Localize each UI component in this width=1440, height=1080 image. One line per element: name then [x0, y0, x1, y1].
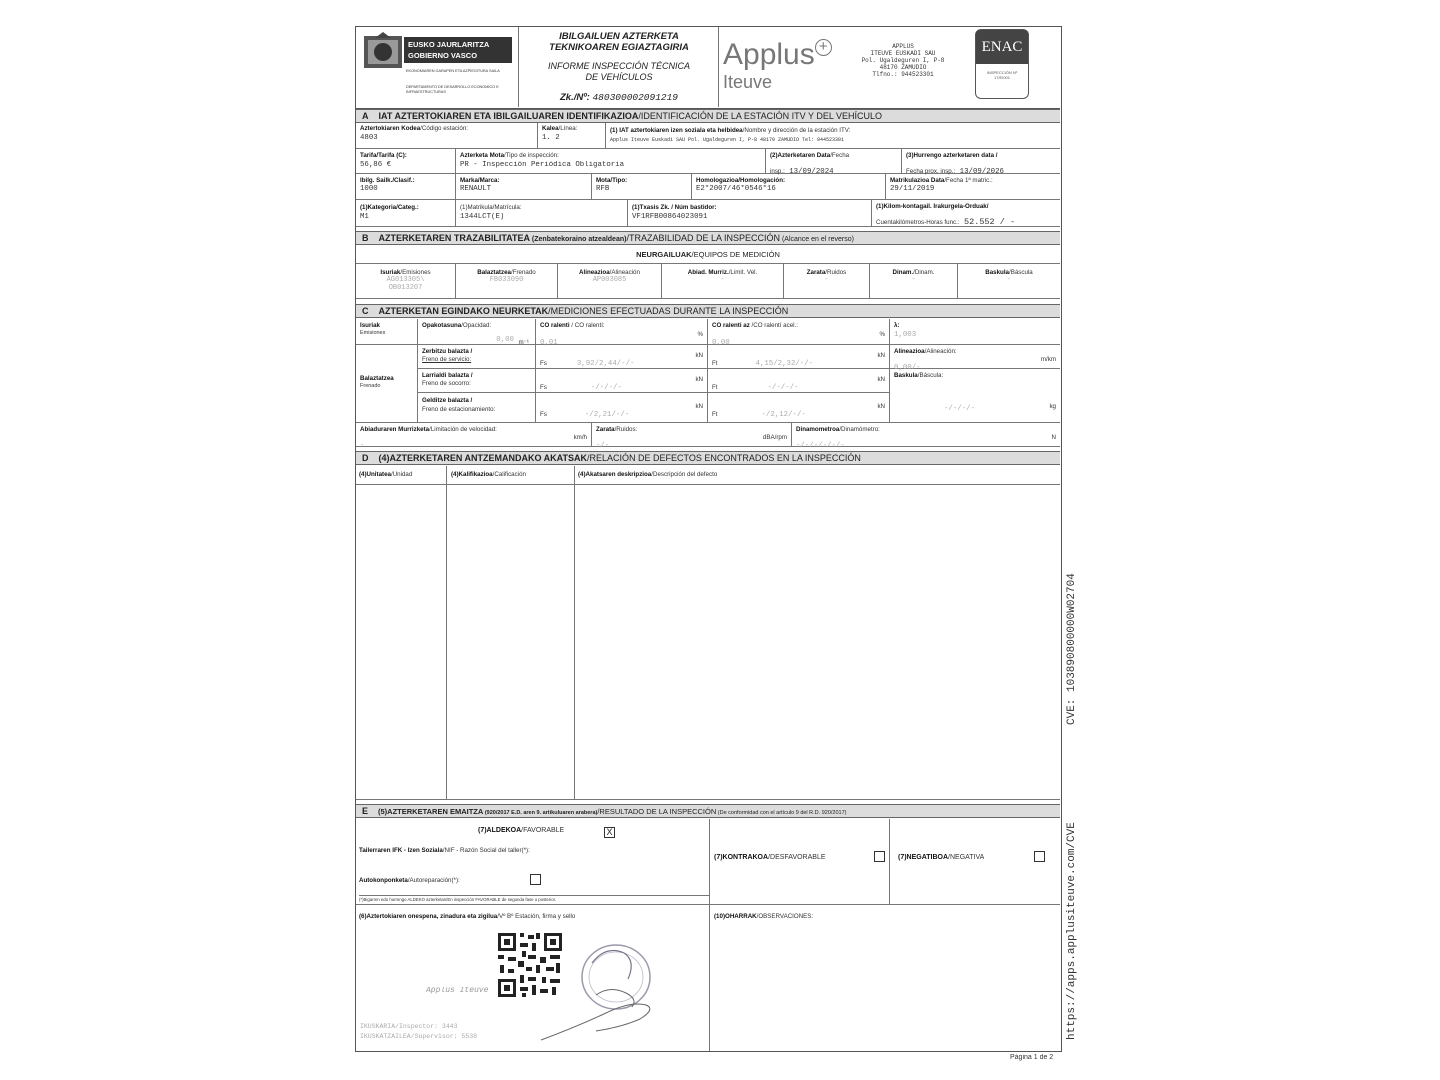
brand-logo: [723, 39, 832, 71]
header: [356, 27, 1060, 109]
label: insp.:: [770, 168, 785, 175]
favorable-option[interactable]: [478, 827, 564, 834]
plate-cell: [456, 200, 628, 227]
label: Fs: [540, 360, 547, 367]
label: (4)Kalifikazioa: [451, 471, 493, 478]
selfrepair-label: [359, 877, 460, 884]
label: Gelditze balazta /: [422, 397, 473, 404]
section-title-eu: (5)AZTERKETAREN EMAITZA: [378, 807, 484, 816]
result-unfavorable-block: [710, 819, 890, 905]
reg-date-cell: [886, 174, 1060, 200]
label: /NEGATIVA: [948, 854, 985, 861]
label: CO ralenti az: [712, 322, 750, 329]
station-code-cell: [356, 123, 538, 149]
equipment-value: -: [1006, 276, 1012, 284]
service-brake-front: [536, 345, 708, 369]
braking-label-cell: [356, 345, 418, 423]
label: Dinamometroa: [796, 426, 840, 433]
label: /CO ralentí acel.:: [749, 322, 798, 329]
cve-url[interactable]: https://apps.applusiteuve.com/CVE: [1066, 822, 1078, 1040]
label: Cuentakilómetros-Horas func.:: [876, 219, 960, 226]
section-title-es: /RELACIÓN DE DEFECTOS ENCONTRADOS EN LA INSPECCIÓN: [587, 453, 861, 463]
equipment-col-scale: [958, 264, 1060, 299]
odometer: 52.552 / -: [964, 217, 1016, 227]
gov-block: [356, 27, 519, 107]
unit: km/h: [573, 434, 587, 441]
label: Aztertokiaren Kodea: [360, 125, 421, 132]
equipment-col-noise: [784, 264, 870, 299]
gov-name-1: EUSKO JAURLARITZA: [408, 40, 490, 49]
make-cell: [456, 174, 592, 200]
equipment-value: -: [824, 276, 829, 284]
section-title-eu: AZTERKETAREN TRAZABILITATEA: [378, 233, 530, 243]
company-line: Pol. Ugaldeguren I, P-8: [861, 57, 945, 64]
label: /Limit. Vel.: [728, 269, 758, 276]
model-cell: [592, 174, 692, 200]
inspection-report: [355, 26, 1062, 1052]
unit: %: [879, 331, 885, 338]
homolog-cell: [692, 174, 886, 200]
label: Frenado: [360, 383, 381, 389]
title-eu-1: IBILGAILUEN AZTERKETA: [559, 31, 679, 42]
unit: %: [697, 331, 703, 338]
company-line: ITEUVE EUSKADI SAU: [870, 50, 936, 57]
label: Matrikulazioa Data: [890, 177, 945, 184]
label: /Emisiones: [400, 269, 431, 276]
lambda: 1,003: [894, 331, 917, 339]
category: M1: [360, 213, 369, 221]
label: /DESFAVORABLE: [768, 854, 826, 861]
station-name: Applus Iteuve Euskadi SAU Pol. Ugaldeguren I, P-8 48170 ZAMUDIO Tel: 944523301: [610, 137, 845, 143]
co-idle: 0,01: [540, 339, 558, 347]
label: Freno de estacionamiento:: [422, 406, 496, 413]
label: (1) IAT aztertokiaren izen soziala eta helbidea: [610, 127, 743, 134]
section-title-eu-small: (Zenbatekoraino atzealdean): [529, 236, 627, 243]
label: Baskula: [894, 372, 918, 379]
equipment-col-speed-limit: [662, 264, 784, 299]
next-date-cell: [902, 149, 1060, 174]
equipment-title: [356, 247, 1060, 264]
title-es-1: INFORME INSPECCIÓN TÉCNICA: [547, 61, 690, 71]
supervisor-line: IKUSKATZAILEA/Supervisor: 5538: [360, 1033, 478, 1040]
unit: kN: [877, 403, 885, 410]
label: Autokonponketa: [359, 877, 408, 884]
section-letter: C: [362, 306, 369, 316]
label: Kalea: [542, 125, 559, 132]
equipment-value: -: [911, 276, 916, 284]
label: (4)Unitatea: [359, 471, 391, 478]
class: 1000: [360, 185, 378, 193]
unfavorable-checkbox[interactable]: [874, 851, 885, 862]
company-lines: [853, 43, 953, 78]
section-c-title: [356, 304, 1060, 318]
label: (1)Matrikula/Matrícula:: [460, 204, 522, 211]
label: /Opacidad:: [461, 322, 492, 329]
label: Fecha prox. insp.:: [906, 168, 956, 175]
label: /Ruidos:: [614, 426, 638, 433]
make: RENAULT: [460, 185, 492, 193]
gov-name-2: GOBIERNO VASCO: [408, 51, 478, 60]
equipment-value: AP003085: [592, 276, 627, 284]
label: Balaztatzea: [360, 375, 394, 382]
label: Zarata: [596, 426, 615, 433]
gov-coat-of-arms-icon: [362, 32, 404, 72]
label: (6)Aztertokiaren onespena, zinadura eta zigilua: [359, 913, 498, 920]
label: (2)Azterketaren Data: [770, 152, 831, 159]
result-favorable-block: [356, 819, 710, 905]
homolog: E2*2007/46*0546*16: [696, 185, 776, 193]
section-title-eu: (4)AZTERKETAREN ANTZEMANDAKO AKATSAK: [378, 453, 587, 463]
label: Abiaduraren Murrizketa: [360, 426, 430, 433]
emergency-brake-front: [536, 369, 708, 393]
section-title-eu: IAT AZTERTOKIAREN ETA IBILGAILUAREN IDENTIFIKAZIOA: [378, 111, 639, 121]
unit: kN: [877, 352, 885, 359]
co-idle-cell: [536, 319, 708, 345]
section-letter: D: [362, 453, 369, 463]
enac-logo: [975, 29, 1029, 99]
service-front-value: 3,92/2,44/-/-: [576, 360, 635, 368]
alignment: 0,00/-: [894, 364, 921, 372]
label: (1)Kilom-kontagail. Irakurgela-Orduak/: [876, 203, 989, 210]
equipment-col-dyno: [870, 264, 958, 299]
unit: kN: [695, 403, 703, 410]
gov-dept-1: EKONOMIAREN GARAPEN ETA AZPIEGITURA SAILA: [406, 69, 500, 73]
label: (7)KONTRAKOA: [714, 854, 769, 861]
label: Dinam.: [892, 269, 914, 276]
equipment-value: AG013305\: [386, 276, 425, 284]
dyno: -/-/-/-/-/-: [796, 442, 845, 450]
lambda-cell: [890, 319, 1060, 345]
label: /Descripción del defecto: [651, 471, 718, 478]
insp-date: 13/09/2024: [789, 168, 834, 176]
result-negative-block: [890, 819, 1060, 905]
tariff-cell: [356, 149, 456, 174]
label: (7)NEGATIBOA: [898, 854, 949, 861]
section-letter: B: [362, 233, 369, 243]
title-eu-2: TEKNIKOAREN EGIAZTAGIRIA: [549, 42, 689, 53]
stamp-text: Applus Iteuve: [426, 987, 489, 995]
section-e-title: [356, 804, 1060, 818]
label: Larrialdi balazta /: [422, 372, 473, 379]
section-a-title: [356, 109, 1060, 123]
parking-front-value: -/2,21/-/-: [584, 411, 630, 419]
unit: N: [1051, 434, 1056, 441]
emergency-rear-value: -/-/-/-: [767, 384, 799, 392]
observations-label: [714, 913, 813, 920]
defects-table: [356, 466, 1060, 800]
station-name-cell: [606, 123, 1060, 149]
label: Marka/Marca:: [460, 177, 500, 184]
service-rear-value: 4,15/2,32/-/-: [755, 360, 814, 368]
doc-number-label: Zk./Nº:: [559, 92, 590, 103]
label: Tailerraren IFK - Izen Soziala: [359, 847, 443, 854]
equipment-value: -: [720, 276, 725, 284]
label: /Vº Bº Estación, firma y sello: [497, 913, 576, 920]
unit: kN: [695, 376, 703, 383]
label: Ft: [712, 360, 718, 367]
label: /Alineación:: [924, 348, 957, 355]
speed-limit: -: [360, 442, 365, 450]
section-letter: E: [362, 806, 369, 816]
label: Zarata: [806, 269, 826, 276]
label: /Fecha 1ª matric.:: [944, 177, 993, 184]
station-stamp-icon: [536, 935, 676, 1045]
label: (7)ALDEKOA: [478, 827, 522, 834]
enac-caption: INSPECCIÓN Nº 17/EI001: [986, 70, 1018, 80]
label: / CO ralentí:: [569, 322, 605, 329]
brand-block: [719, 27, 1060, 107]
class-cell: [356, 174, 456, 200]
unit: kg: [1049, 403, 1056, 410]
section-b-title: [356, 231, 1060, 245]
defects-col-unit: [359, 471, 412, 478]
label: /Unidad: [390, 471, 413, 478]
plate: 1344LCT(E): [460, 213, 505, 221]
selfrepair-checkbox[interactable]: [530, 874, 541, 885]
label: /Código estación:: [420, 125, 468, 132]
noise-cell: [592, 423, 792, 450]
company-line: Tlfno.: 944523301: [872, 71, 934, 78]
doc-number-value: 480300002091219: [592, 92, 678, 103]
unit: m/km: [1040, 356, 1056, 363]
section-title-eu: AZTERKETAN EGINDAKO NEURKETAK: [378, 306, 549, 316]
parking-rear-value: -/2,12/-/-: [761, 411, 806, 419]
label: Isuriak: [360, 322, 380, 329]
unit: kN: [695, 352, 703, 359]
label: Emisiones: [360, 330, 386, 336]
label: (1)Kategoria/Categ.:: [360, 204, 419, 211]
label: Ft: [712, 411, 718, 418]
label: /Alineación: [609, 269, 640, 276]
label: λ:: [894, 322, 900, 329]
section-d-title: [356, 451, 1060, 465]
label: Isuriak: [380, 269, 401, 276]
label: /Fecha: [830, 152, 850, 159]
label: /NIF - Razón Social del taller(*):: [442, 847, 530, 854]
label: /Ruidos: [825, 269, 847, 276]
emergency-brake-label: [418, 369, 536, 393]
section-letter: A: [362, 111, 369, 121]
gov-dept-2: DEPARTAMENTO DE DESARROLLO ECONÓMICO E INFRAESTRUCTURAS: [406, 85, 499, 94]
service-brake-rear: [708, 345, 890, 369]
co-acc: 0,00: [712, 339, 730, 347]
emissions-label-cell: [356, 319, 418, 345]
label: Fs: [540, 411, 547, 418]
label: Homologazioa/Homologación:: [696, 177, 786, 184]
defects-col-desc: [578, 471, 717, 478]
equipment-value: OB013207: [388, 284, 423, 292]
line-cell: [538, 123, 606, 149]
equipment-col-alignment: [558, 264, 662, 299]
label: /Línea:: [558, 125, 578, 132]
reg-date: 29/11/2019: [890, 185, 935, 193]
line-value: 1. 2: [542, 134, 560, 142]
odometer-cell: [872, 200, 1060, 227]
section-title-es: /TRAZABILIDAD DE LA INSPECCIÓN: [626, 233, 780, 243]
label: Balaztatzea: [477, 269, 511, 276]
label: Azterketa Mota: [460, 152, 505, 159]
gov-name-box: [404, 37, 512, 63]
label: (3)Hurrengo azterketaren data /: [906, 152, 998, 159]
service-brake-label: [418, 345, 536, 369]
equipment-col-emissions: [356, 264, 456, 299]
insp-type-cell: [456, 149, 766, 174]
brand-name: Applus: [723, 38, 815, 71]
brand-plus-icon: +: [815, 39, 832, 56]
label: Zerbitzu balazta /: [422, 348, 473, 355]
label: /Nombre y dirección de la estación ITV:: [742, 127, 851, 134]
company-line: 48170 ZAMUDIO: [879, 64, 927, 71]
negative-checkbox[interactable]: [1034, 851, 1045, 862]
label: Abiad. Murriz.: [687, 269, 729, 276]
tariff: 56,86 €: [360, 161, 392, 169]
insp-type: PR - Inspección Periódica Obligatoria: [460, 161, 625, 169]
label: Freno de socorro:: [422, 380, 471, 387]
opacity-cell: [418, 319, 536, 345]
parking-brake-label: [418, 393, 536, 423]
insp-date-cell: [766, 149, 902, 174]
workshop-label: [359, 847, 530, 854]
vin-cell: [628, 200, 872, 227]
label: Mota/Tipo:: [596, 177, 628, 184]
section-title-es-small: (Alcance en el reverso): [780, 236, 854, 243]
observations-block: [710, 905, 1060, 1051]
label: Ibilg. Sailk./Clasif.:: [360, 177, 415, 184]
cve-code: CVE: 103890800000W02704: [1066, 573, 1078, 725]
unfavorable-option[interactable]: [714, 854, 826, 861]
label: Fs: [540, 384, 547, 391]
label: /Calificación: [492, 471, 526, 478]
label: /Báscula: [1009, 269, 1033, 276]
station-signature-block: [356, 905, 710, 1051]
equipment-value: FB033090: [489, 276, 524, 284]
section-title-eu-small: (920/2017 E.D. aren 9. artikuluaren arabera): [483, 810, 598, 816]
result-footnote: (*)Bigarren edo hurrengo ALDEKO azterketan/En inspección FAVORABLE de segunda fase o posterior.: [359, 895, 709, 903]
unit: dBA/rpm: [762, 434, 787, 441]
scale-cell: [890, 369, 1060, 423]
section-title-es-small: (De conformidad con el artículo 9 del R.D. 920/2017): [716, 810, 847, 816]
category-cell: [356, 200, 456, 227]
unit: m⁻¹: [518, 339, 529, 346]
inspector-line: IKUSKARIA/Inspector: 3443: [360, 1023, 458, 1030]
equipment-col-braking: [456, 264, 558, 299]
speed-limit-cell: [356, 423, 592, 450]
doc-number: [519, 92, 719, 103]
label: (10)OHARRAK: [714, 913, 757, 920]
enac-name: ENAC: [976, 30, 1028, 64]
title-es-2: DE VEHÍCULOS: [585, 72, 653, 82]
station-sign-label: [359, 913, 575, 920]
page-number: Página 1 de 2: [1010, 1054, 1054, 1061]
label: Alineazioa: [579, 269, 610, 276]
favorable-checkbox[interactable]: X: [604, 827, 615, 838]
model: RFB: [596, 185, 610, 193]
next-date: 13/09/2026: [959, 168, 1004, 176]
scale: -/-/-/-: [944, 405, 976, 413]
label: Opakotasuna: [422, 322, 462, 329]
label: /Dinam.: [913, 269, 935, 276]
label: Baskula: [985, 269, 1009, 276]
section-title-es: /MEDICIONES EFECTUADAS DURANTE LA INSPECCIÓN: [548, 306, 789, 316]
label: Tarifa/Tarifa (C):: [360, 152, 407, 159]
label: /FAVORABLE: [521, 827, 565, 834]
label: /Limitación de velocidad:: [429, 426, 497, 433]
label: (4)Akatsaren deskripzioa: [578, 471, 652, 478]
company-line: APPLUS: [892, 43, 914, 50]
label: CO ralenti: [540, 322, 570, 329]
label: /Báscula:: [917, 372, 944, 379]
opacity: 0,00: [496, 336, 514, 344]
label: /Dinamómetro:: [839, 426, 880, 433]
label: /Frenado: [510, 269, 536, 276]
label: /Tipo de inspección:: [504, 152, 559, 159]
unit: kN: [877, 376, 885, 383]
label: NEURGAILUAK: [636, 250, 692, 259]
parking-brake-front: [536, 393, 708, 423]
section-title-es: /IDENTIFICACIÓN DE LA ESTACIÓN ITV Y DEL VEHÍCULO: [638, 111, 883, 121]
label: /EQUIPOS DE MEDICIÓN: [691, 250, 780, 259]
alignment-cell: [890, 345, 1060, 372]
emergency-front-value: -/-/-/-: [590, 384, 622, 392]
label: Alineazioa: [894, 348, 925, 355]
vin: VF1RFB00864023091: [632, 213, 708, 221]
label: Freno de servicio:: [422, 356, 472, 363]
label: /Autoreparación(*):: [407, 877, 460, 884]
negative-option[interactable]: [898, 854, 984, 861]
brand-sub: Iteuve: [723, 72, 773, 92]
section-title-es: /RESULTADO DE LA INSPECCIÓN: [597, 807, 717, 816]
emergency-brake-rear: [708, 369, 890, 393]
noise: -/-: [596, 442, 610, 450]
co-acc-cell: [708, 319, 890, 345]
label: (1)Txasis Zk. / Núm bastidor:: [632, 204, 717, 211]
label: /OBSERVACIONES:: [756, 913, 814, 920]
label: Ft: [712, 384, 718, 391]
defects-col-grade: [451, 471, 526, 478]
station-code: 4803: [360, 134, 378, 142]
parking-brake-rear: [708, 393, 890, 423]
title-block: [519, 27, 719, 107]
dyno-cell: [792, 423, 1060, 450]
